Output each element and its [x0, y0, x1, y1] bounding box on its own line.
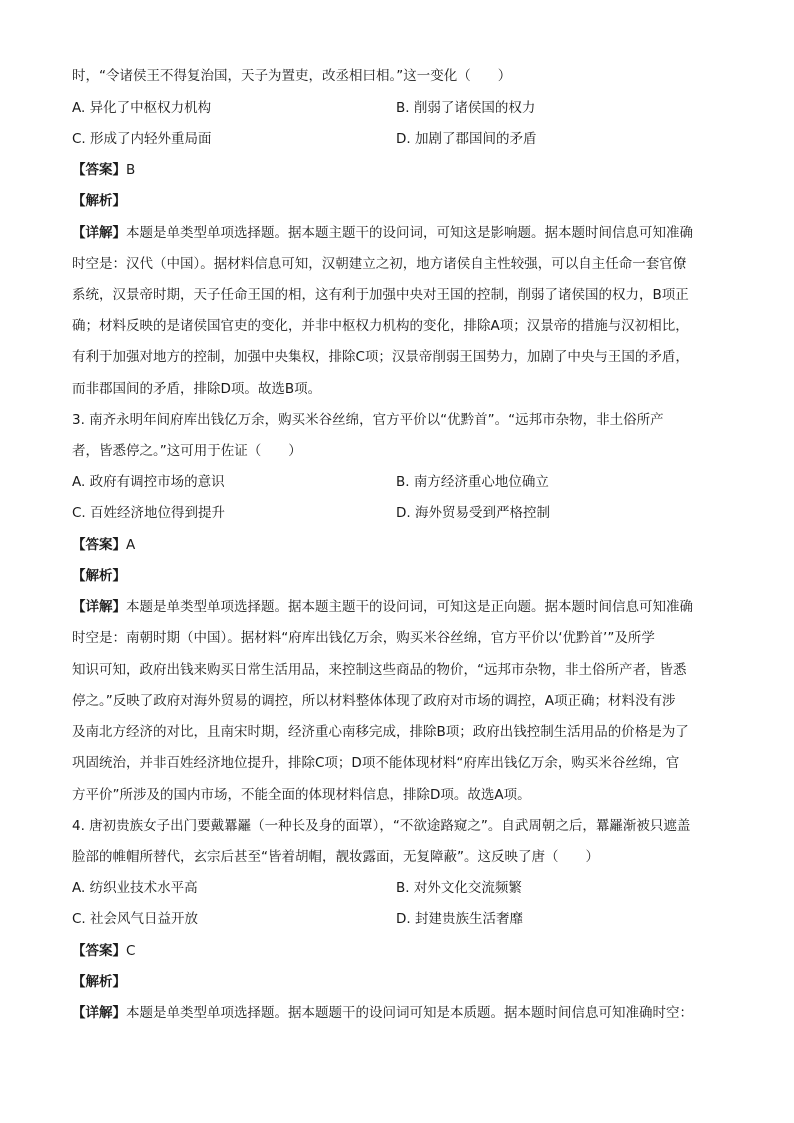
q3-analysis-heading: 【解析】 — [72, 568, 126, 584]
q2-option-c: C. 形成了内轻外重局面 — [72, 131, 212, 147]
q2-option-b: B. 削弱了诸侯国的权力 — [396, 100, 536, 116]
q2-detail-line: 而非郡国间的矛盾，排除D项。故选B项。 — [72, 381, 322, 397]
q3-option-a: A. 政府有调控市场的意识 — [72, 474, 225, 490]
q3-option-d: D. 海外贸易受到严格控制 — [396, 505, 550, 521]
q2-stem: 时，“令诸侯王不得复治国，天子为置吏，改丞相曰相。”这一变化（ ） — [72, 68, 512, 84]
q4-option-d: D. 封建贵族生活奢靡 — [396, 911, 523, 927]
q4-stem: 脸部的帷帽所替代，玄宗后甚至“皆着胡帽，靓妆露面，无复障蔽”。这反映了唐（ ） — [72, 849, 599, 865]
q4-option-a: A. 纺织业技术水平高 — [72, 880, 198, 896]
q4-detail-line: 【详解】本题是单类型单项选择题。据本题题干的设问词可知是本质题。据本题时间信息可知准确时空： — [72, 1005, 693, 1021]
q3-detail-line: 【详解】本题是单类型单项选择题。据本题主题干的设问词，可知这是正向题。据本题时间信息可知准确 — [72, 599, 693, 615]
q2-option-d: D. 加剧了郡国间的矛盾 — [396, 131, 537, 147]
q3-answer: 【答案】A — [72, 537, 136, 553]
q2-detail-line: 时空是：汉代（中国）。据材料信息可知，汉朝建立之初，地方诸侯自主性较强，可以自主任命一套官僚 — [72, 256, 687, 272]
q2-detail-line: 系统，汉景帝时期，天子任命王国的相，这有利于加强中央对王国的控制，削弱了诸侯国的权力，B项正 — [72, 287, 689, 303]
q2-detail-line: 确；材料反映的是诸侯国官吏的变化，并非中枢权力机构的变化，排除A项；汉景帝的措施与汉初相比， — [72, 318, 689, 334]
q3-detail-line: 时空是：南朝时期（中国）。据材料“府库出钱亿万余，购买米谷丝绵，官方平价以‘优黔首’”及所学 — [72, 630, 655, 646]
q4-option-c: C. 社会风气日益开放 — [72, 911, 199, 927]
q3-stem: 者，皆悉停之。”这可用于佐证（ ） — [72, 443, 302, 459]
q2-detail-line: 有利于加强对地方的控制，加强中央集权，排除C项；汉景帝削弱王国势力，加剧了中央与王国的矛盾， — [72, 349, 689, 365]
q4-analysis-heading: 【解析】 — [72, 974, 126, 990]
q4-option-b: B. 对外文化交流频繁 — [396, 880, 522, 896]
q2-detail-line: 【详解】本题是单类型单项选择题。据本题主题干的设问词，可知这是影响题。据本题时间信息可知准确 — [72, 225, 693, 241]
q2-analysis-heading: 【解析】 — [72, 193, 126, 209]
q2-answer: 【答案】B — [72, 162, 136, 178]
q4-stem: 4. 唐初贵族女子出门要戴羃䍦（一种长及身的面罩），“不欲途路窥之”。自武周朝之后，羃䍦渐被只遮盖 — [72, 818, 691, 834]
q2-option-a: A. 异化了中枢权力机构 — [72, 100, 212, 116]
q3-detail-line: 方平价”所涉及的国内市场，不能全面的体现材料信息，排除D项。故选A项。 — [72, 787, 531, 803]
q3-detail-line: 巩固统治，并非百姓经济地位提升，排除C项；D项不能体现材料“府库出钱亿万余，购买米谷丝绵，官 — [72, 755, 680, 771]
q3-stem: 3. 南齐永明年间府库出钱亿万余，购买米谷丝绵，官方平价以“优黔首”。“远邦市杂物，非土俗所产 — [72, 412, 664, 428]
q3-detail-line: 停之。”反映了政府对海外贸易的调控，所以材料整体体现了政府对市场的调控，A项正确；材料没有涉 — [72, 693, 676, 709]
q3-option-c: C. 百姓经济地位得到提升 — [72, 505, 226, 521]
q3-detail-line: 知识可知，政府出钱来购买日常生活用品，来控制这些商品的物价，“远邦市杂物，非土俗所产者，皆悉 — [72, 662, 687, 678]
q3-option-b: B. 南方经济重心地位确立 — [396, 474, 549, 490]
q3-detail-line: 及南北方经济的对比，且南宋时期，经济重心南移完成，排除B项；政府出钱控制生活用品的价格是为了 — [72, 724, 689, 740]
q4-answer: 【答案】C — [72, 943, 136, 959]
